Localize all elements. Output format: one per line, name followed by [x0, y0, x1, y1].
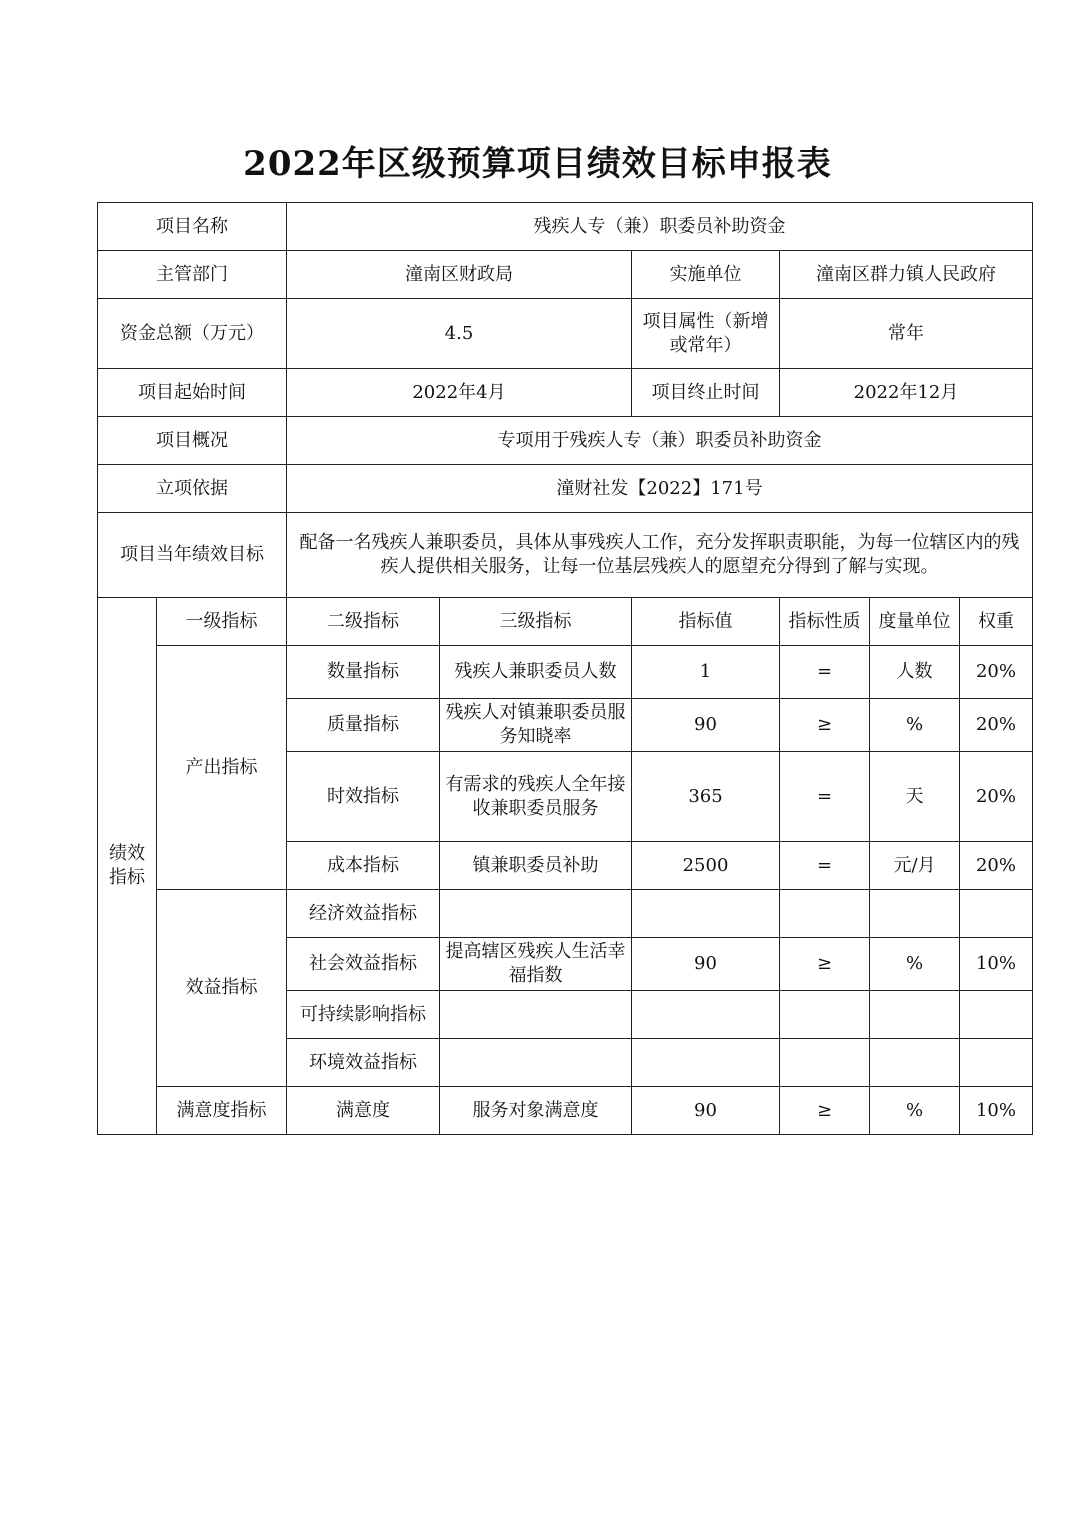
unit-cell: 天 — [870, 752, 960, 842]
level3-cell: 有需求的残疾人全年接收兼职委员服务 — [440, 752, 632, 842]
value-cell: 90 — [632, 1087, 780, 1135]
label-total-funds: 资金总额（万元） — [98, 299, 287, 369]
value-overview: 专项用于残疾人专（兼）职委员补助资金 — [287, 417, 1033, 465]
value-project-attr: 常年 — [780, 299, 1033, 369]
label-dept: 主管部门 — [98, 251, 287, 299]
row-funds — [98, 299, 1033, 369]
nature-cell — [780, 991, 870, 1039]
level2-cell: 质量指标 — [287, 699, 440, 752]
level1-output: 产出指标 — [157, 646, 287, 890]
unit-cell: % — [870, 1087, 960, 1135]
level3-cell: 服务对象满意度 — [440, 1087, 632, 1135]
level3-cell: 镇兼职委员补助 — [440, 842, 632, 890]
row-basis — [98, 465, 1033, 513]
value-cell: 1 — [632, 646, 780, 699]
weight-cell: 10% — [960, 938, 1033, 991]
header-level2: 二级指标 — [287, 598, 440, 646]
label-perf-indicator: 绩效指标 — [98, 598, 157, 1135]
table-row — [98, 646, 1033, 699]
nature-cell: = — [780, 646, 870, 699]
weight-cell: 20% — [960, 646, 1033, 699]
level3-cell — [440, 1039, 632, 1087]
header-unit: 度量单位 — [870, 598, 960, 646]
value-end-time: 2022年12月 — [780, 369, 1033, 417]
unit-cell: % — [870, 699, 960, 752]
row-overview — [98, 417, 1033, 465]
label-project-name: 项目名称 — [98, 203, 287, 251]
header-value: 指标值 — [632, 598, 780, 646]
value-cell — [632, 890, 780, 938]
unit-cell: 人数 — [870, 646, 960, 699]
weight-cell: 20% — [960, 842, 1033, 890]
weight-cell: 10% — [960, 1087, 1033, 1135]
value-impl-unit: 潼南区群力镇人民政府 — [780, 251, 1033, 299]
value-cell: 90 — [632, 699, 780, 752]
label-project-attr: 项目属性（新增或常年） — [632, 299, 780, 369]
header-nature: 指标性质 — [780, 598, 870, 646]
weight-cell: 20% — [960, 752, 1033, 842]
row-project-name — [98, 203, 1033, 251]
label-annual-goal: 项目当年绩效目标 — [98, 513, 287, 598]
row-dept — [98, 251, 1033, 299]
value-start-time: 2022年4月 — [287, 369, 632, 417]
nature-cell — [780, 890, 870, 938]
nature-cell: ≥ — [780, 1087, 870, 1135]
value-cell: 365 — [632, 752, 780, 842]
table-row — [98, 1087, 1033, 1135]
nature-cell: ≥ — [780, 699, 870, 752]
value-project-name: 残疾人专（兼）职委员补助资金 — [287, 203, 1033, 251]
level2-cell: 成本指标 — [287, 842, 440, 890]
page-title: 2022年区级预算项目绩效目标申报表 — [243, 144, 832, 184]
label-impl-unit: 实施单位 — [632, 251, 780, 299]
value-cell: 90 — [632, 938, 780, 991]
nature-cell: = — [780, 752, 870, 842]
value-basis: 潼财社发【2022】171号 — [287, 465, 1033, 513]
unit-cell — [870, 890, 960, 938]
header-level3: 三级指标 — [440, 598, 632, 646]
level3-cell: 提高辖区残疾人生活幸福指数 — [440, 938, 632, 991]
table-row — [98, 890, 1033, 938]
level3-cell — [440, 890, 632, 938]
level1-satisfaction: 满意度指标 — [157, 1087, 287, 1135]
level3-cell: 残疾人兼职委员人数 — [440, 646, 632, 699]
performance-form-table — [97, 202, 1033, 1135]
label-start-time: 项目起始时间 — [98, 369, 287, 417]
header-level1: 一级指标 — [157, 598, 287, 646]
level2-cell: 社会效益指标 — [287, 938, 440, 991]
level2-cell: 可持续影响指标 — [287, 991, 440, 1039]
row-annual-goal — [98, 513, 1033, 598]
unit-cell — [870, 991, 960, 1039]
level2-cell: 环境效益指标 — [287, 1039, 440, 1087]
value-cell: 2500 — [632, 842, 780, 890]
level1-benefit: 效益指标 — [157, 890, 287, 1087]
unit-cell: 元/月 — [870, 842, 960, 890]
label-end-time: 项目终止时间 — [632, 369, 780, 417]
indicator-header-row — [98, 598, 1033, 646]
level2-cell: 数量指标 — [287, 646, 440, 699]
row-time — [98, 369, 1033, 417]
level2-cell: 满意度 — [287, 1087, 440, 1135]
label-overview: 项目概况 — [98, 417, 287, 465]
level3-cell: 残疾人对镇兼职委员服务知晓率 — [440, 699, 632, 752]
nature-cell: ≥ — [780, 938, 870, 991]
value-cell — [632, 1039, 780, 1087]
label-basis: 立项依据 — [98, 465, 287, 513]
nature-cell: = — [780, 842, 870, 890]
weight-cell: 20% — [960, 699, 1033, 752]
value-cell — [632, 991, 780, 1039]
weight-cell — [960, 1039, 1033, 1087]
level2-cell: 经济效益指标 — [287, 890, 440, 938]
weight-cell — [960, 890, 1033, 938]
unit-cell — [870, 1039, 960, 1087]
level2-cell: 时效指标 — [287, 752, 440, 842]
level3-cell — [440, 991, 632, 1039]
header-weight: 权重 — [960, 598, 1033, 646]
weight-cell — [960, 991, 1033, 1039]
nature-cell — [780, 1039, 870, 1087]
value-dept: 潼南区财政局 — [287, 251, 632, 299]
value-annual-goal: 配备一名残疾人兼职委员，具体从事残疾人工作，充分发挥职责职能，为每一位辖区内的残疾人提供相关服务，让每一位基层残疾人的愿望充分得到了解与实现。 — [287, 513, 1033, 598]
unit-cell: % — [870, 938, 960, 991]
value-total-funds: 4.5 — [287, 299, 632, 369]
